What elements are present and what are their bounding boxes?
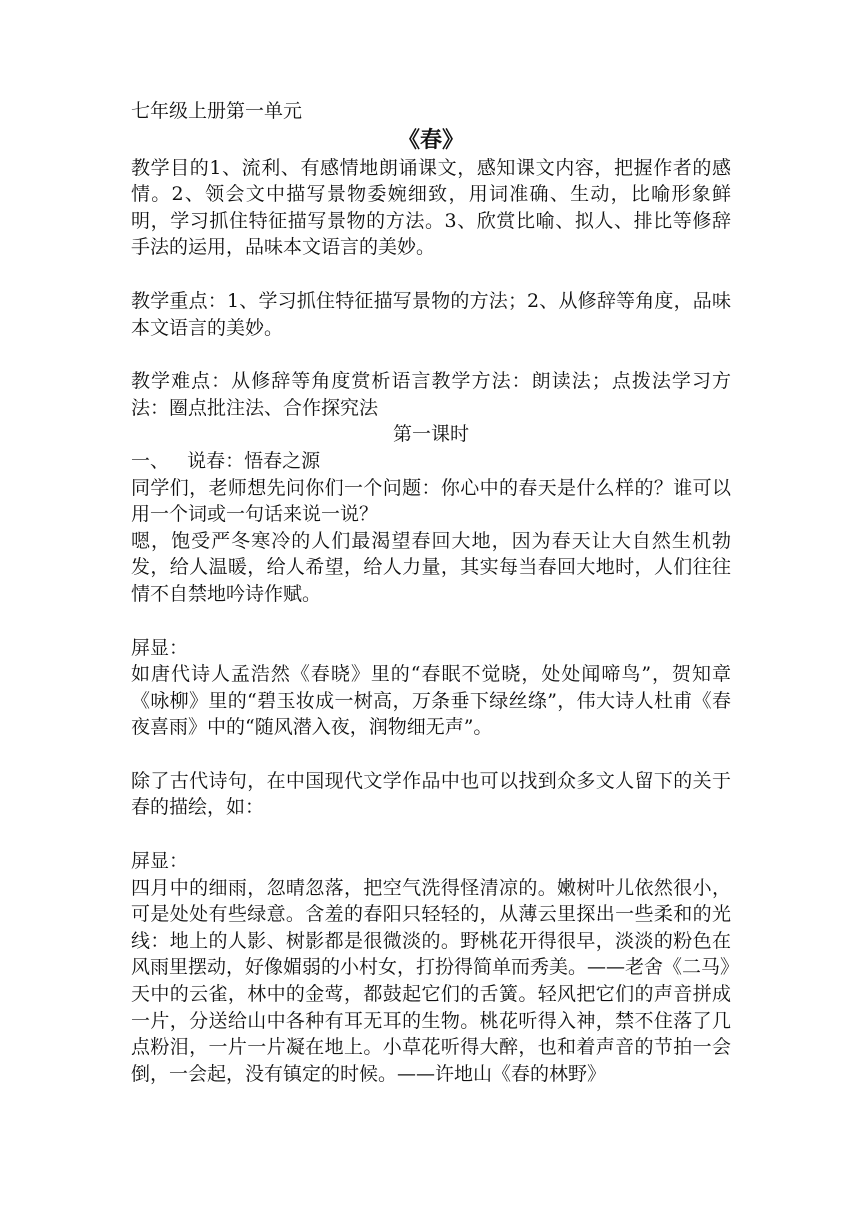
grade-unit-line: 七年级上册第一单元 <box>131 100 303 122</box>
intro-paragraph: 嗯，饱受严冬寒冷的人们最渴望春回大地，因为春天让大自然生机勃发，给人温暖，给人希望，给人力量，其实每当春回大地时，人们往往情不自禁地吟诗作赋。 <box>131 529 731 605</box>
teaching-difficulties: 教学难点：从修辞等角度赏析语言教学方法：朗读法；点拨法学习方法：圈点批注法、合作探究法 <box>131 370 731 419</box>
xudishan-quote: 天中的云雀，林中的金莺，都鼓起它们的舌簧。轻风把它们的声音拼成一片，分送给山中各种有耳无耳的生物。桃花听得入神，禁不住落了几点粉泪，一片一片凝在地上。小草花听得大醉，也和着声音的节拍一会倒，一会起，没有镇定的时候。——许地山《春的林野》 <box>131 983 731 1085</box>
modern-works-intro: 除了古代诗句，在中国现代文学作品中也可以找到众多文人留下的关于春的描绘，如： <box>131 769 731 819</box>
lesson-period-heading: 第一课时 <box>392 423 469 446</box>
laoshe-quote: 四月中的细雨，忽晴忽落，把空气洗得怪清凉的。嫩树叶儿依然很小，可是处处有些绿意。含羞的春阳只轻轻的，从薄云里探出一些柔和的光线：地上的人影、树影都是很微淡的。野桃花开得很早，淡淡的粉色在风雨里摆动，好像媚弱的小村女，打扮得简单而秀美。——老舍《二马》 <box>131 876 740 979</box>
blank-line <box>131 741 731 768</box>
teaching-objectives: 教学目的1、流利、有感情地朗诵课文，感知课文内容，把握作者的感情。2、领会文中描写景物委婉细致，用词准确、生动，比喻形象鲜明，学习抓住特征描写景物的方法。3、欣赏比喻、拟人、排比等修辞手法的运用，品味本文语言的美妙。 <box>131 156 731 259</box>
blank-line <box>131 341 731 368</box>
blank-line <box>131 821 731 848</box>
lesson-title: 《春》 <box>397 126 464 153</box>
classical-poems-paragraph: 如唐代诗人孟浩然《春晓》里的“春眠不觉晓，处处闻啼鸟”，贺知章《咏柳》里的“碧玉妆成一树高，万条垂下绿丝绦”，伟大诗人杜甫《春夜喜雨》中的“随风潜入夜，润物细无声”。 <box>131 663 731 739</box>
blank-line <box>131 261 731 288</box>
section-heading: 一、 说春：悟春之源 <box>131 449 321 472</box>
opening-question: 同学们，老师想先问你们一个问题：你心中的春天是什么样的？谁可以用一个词或一句话来说一说？ <box>131 476 731 526</box>
screen-display-label: 屏显： <box>131 636 189 659</box>
teaching-key-points: 教学重点：1、学习抓住特征描写景物的方法；2、从修辞等角度，品味本文语言的美妙。 <box>131 289 731 339</box>
screen-display-label: 屏显： <box>131 850 189 873</box>
document-body <box>131 98 740 1087</box>
blank-line <box>131 608 731 635</box>
